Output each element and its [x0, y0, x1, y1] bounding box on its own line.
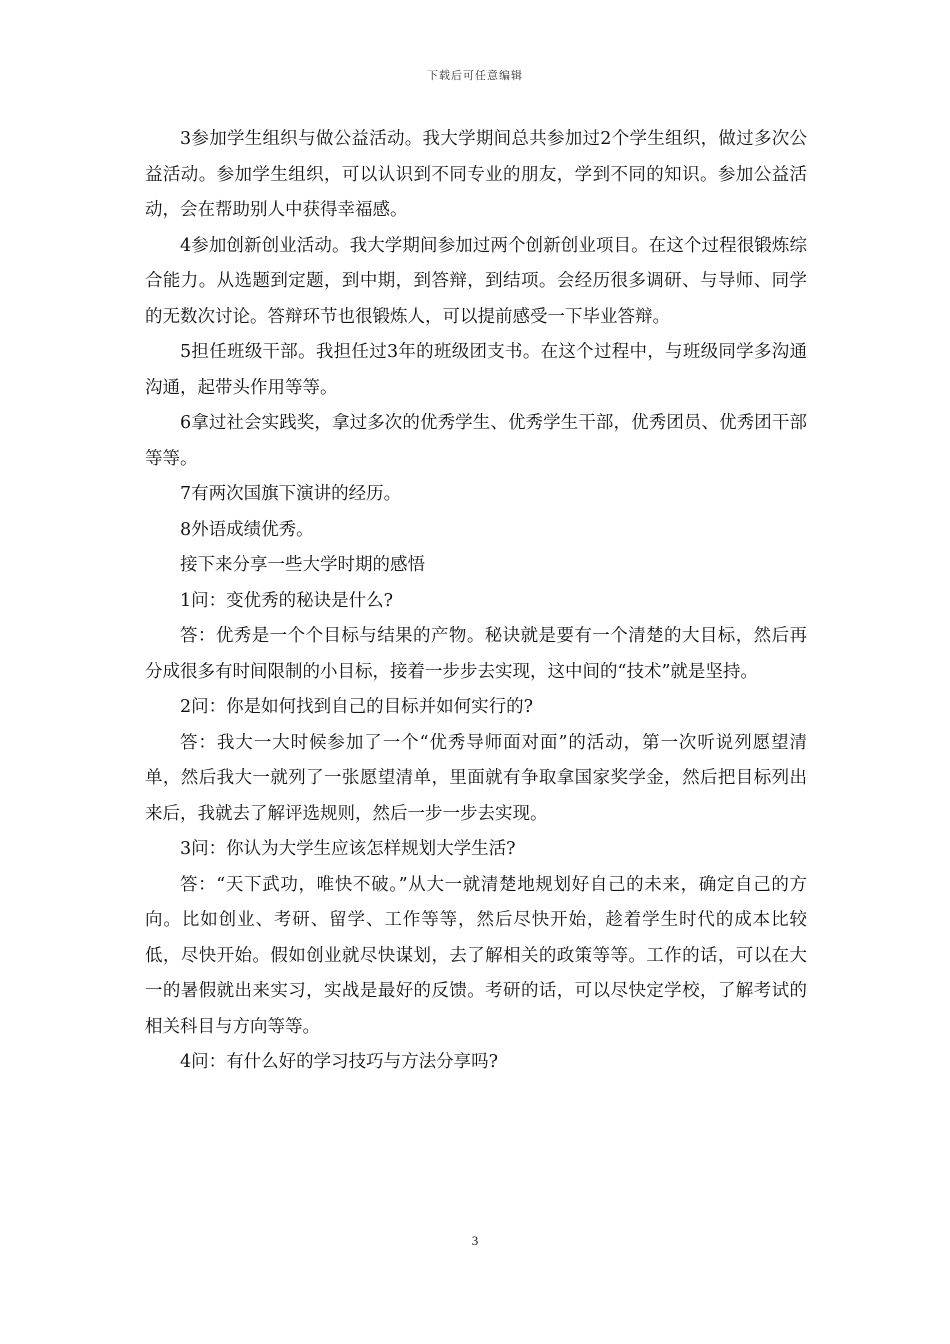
question-3: 3问：你认为大学生应该怎样规划大学生活?	[180, 839, 516, 859]
question-4: 4问：有什么好的学习技巧与方法分享吗?	[180, 1052, 499, 1072]
page-number: 3	[471, 1233, 479, 1248]
answer-1: 答：优秀是一个个目标与结果的产物。秘诀就是要有一个清楚的大目标，然后再分成很多有时间限制的小目标，接着一步步去实现，这中间的“技术”就是坚持。	[145, 626, 807, 682]
paragraph-flag-speech: 7有两次国旗下演讲的经历。	[180, 484, 402, 504]
paragraph-student-organizations: 3参加学生组织与做公益活动。我大学期间总共参加过2个学生组织，做过多次公益活动。参加学生组织，可以认识到不同专业的朋友，学到不同的知识。参加公益活动，会在帮助别人中获得幸福感。	[145, 129, 807, 220]
paragraph-insights-intro: 接下来分享一些大学时期的感悟	[180, 555, 425, 575]
paragraph-awards: 6拿过社会实践奖，拿过多次的优秀学生、优秀学生干部，优秀团员、优秀团干部等等。	[145, 413, 807, 469]
answer-2: 答：我大一大时候参加了一个“优秀导师面对面”的活动，第一次听说列愿望清单，然后我大一就列了一张愿望清单，里面就有争取拿国家奖学金，然后把目标列出来后，我就去了解评选规则，然后一步一步去实现。	[145, 732, 807, 824]
paragraph-class-cadre: 5担任班级干部。我担任过3年的班级团支书。在这个过程中，与班级同学多沟通沟通，起带头作用等等。	[145, 342, 807, 398]
paragraph-foreign-language: 8外语成绩优秀。	[180, 519, 314, 540]
question-2: 2问：你是如何找到自己的目标并如何实行的?	[180, 697, 534, 717]
page-header: 下载后可任意编辑	[427, 69, 523, 82]
answer-3: 答：“天下武功，唯快不破。”从大一就清楚地规划好自己的未来，确定自己的方向。比如创业、考研、留学、工作等等，然后尽快开始，趁着学生时代的成本比较低，尽快开始。假如创业就尽快谋划，去了解相关的政策等等。工作的话，可以在大一的暑假就出来实习，实战是最好的反馈。考研的话，可以尽快定学校，了解考试的相关科目与方向等等。	[145, 874, 807, 1037]
paragraph-innovation-projects: 4参加创新创业活动。我大学期间参加过两个创新创业项目。在这个过程很锻炼综合能力。从选题到定题，到中期，到答辩，到结项。会经历很多调研、与导师、同学的无数次讨论。答辩环节也很锻炼人，可以提前感受一下毕业答辩。	[145, 235, 807, 327]
question-1: 1问：变优秀的秘诀是什么?	[180, 590, 394, 611]
document-body	[145, 122, 807, 1081]
